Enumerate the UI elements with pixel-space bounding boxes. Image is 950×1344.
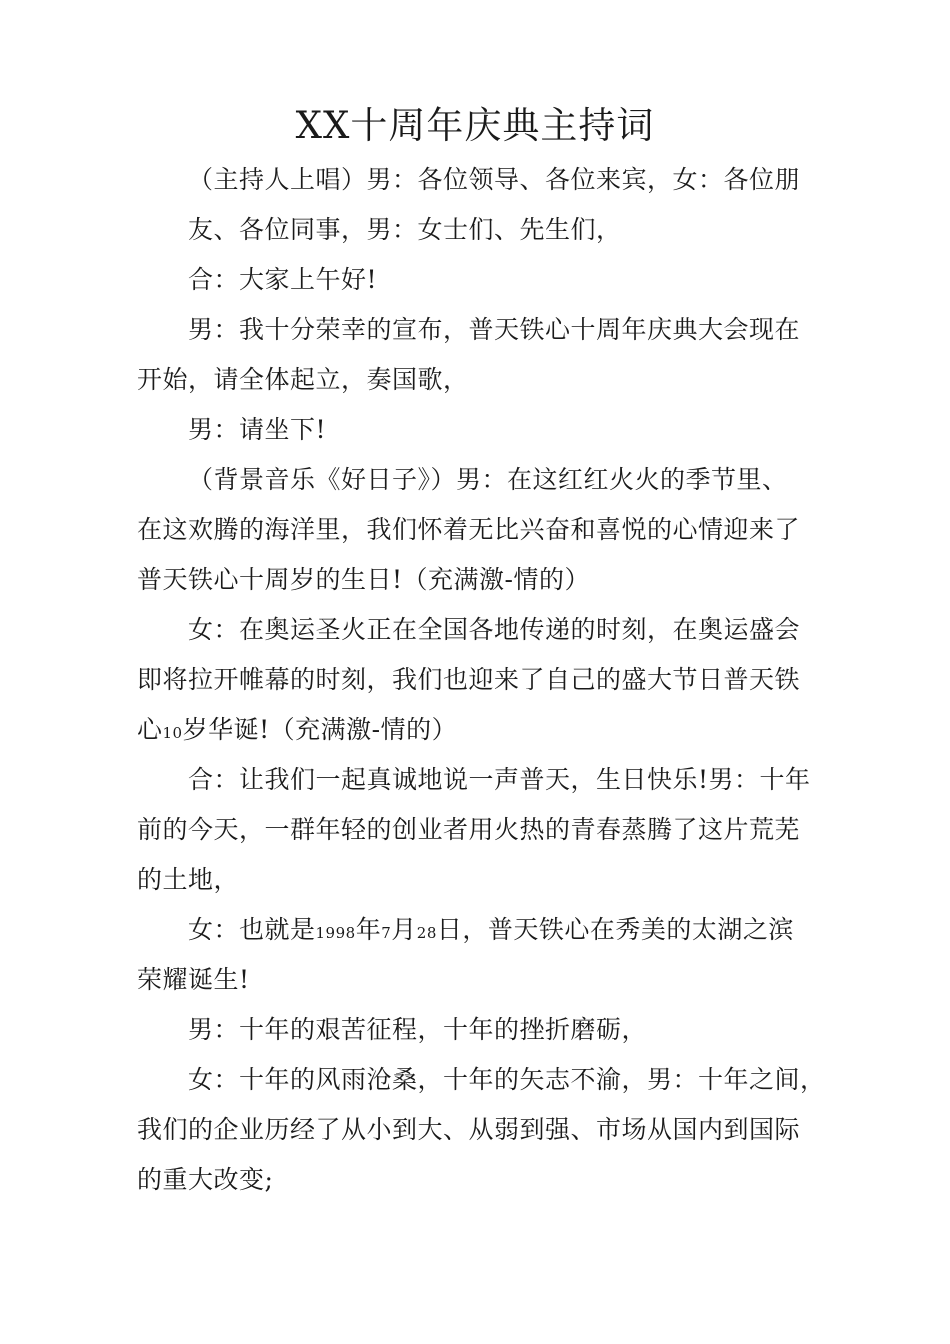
paragraph-line: 即将拉开帷幕的时刻，我们也迎来了自己的盛大节日普天铁 [137,665,801,694]
paragraph-line-mixed [188,912,794,951]
text-run: 日，普天铁心在秀美的太湖之滨 [436,915,794,944]
number-run: 10 [162,724,183,742]
number-run: 1998 [315,924,356,942]
document-title: XX十周年庆典主持词 [295,104,655,147]
paragraph-line: 开始，请全体起立，奏国歌， [137,365,469,394]
text-run: 岁华诞!（充满激-情的） [182,715,458,744]
text-run: 年 [355,915,382,944]
paragraph-line: 的土地， [137,865,240,894]
paragraph-line: 合：让我们一起真诚地说一声普天，生日快乐!男：十年 [188,765,811,794]
text-run: 月 [391,915,417,944]
paragraph-line: 男：请坐下! [188,415,327,444]
paragraph-line: 的重大改变; [137,1165,274,1194]
paragraph-line-mixed [137,712,457,751]
paragraph-line: 女：十年的风雨沧桑，十年的矢志不渝，男：十年之间， [188,1065,826,1094]
paragraph-line: 我们的企业历经了从小到大、从弱到强、市场从国内到国际 [137,1115,801,1144]
number-run: 28 [416,924,437,942]
paragraph-line: （背景音乐《好日子》）男：在这红红火火的季节里、 [188,465,788,494]
paragraph-line: 友、各位同事，男：女士们、先生们， [188,215,622,244]
paragraph-line: 男：十年的艰苦征程，十年的挫折磨砺， [188,1015,648,1044]
paragraph-line: 前的今天，一群年轻的创业者用火热的青春蒸腾了这片荒芜 [137,815,801,844]
paragraph-line: 普天铁心十周岁的生日!（充满激-情的） [137,565,590,594]
text-run: 女：也就是 [188,915,316,944]
paragraph-line: （主持人上唱）男：各位领导、各位来宾，女：各位朋 [188,165,801,194]
paragraph-line: 合：大家上午好! [188,265,378,294]
paragraph-line: 女：在奥运圣火正在全国各地传递的时刻，在奥运盛会 [188,615,801,644]
paragraph-line: 荣耀诞生! [137,965,250,994]
text-run: 心 [137,715,163,744]
paragraph-line: 在这欢腾的海洋里，我们怀着无比兴奋和喜悦的心情迎来了 [137,515,801,544]
paragraph-line: 男：我十分荣幸的宣布，普天铁心十周年庆典大会现在 [188,315,801,344]
number-run: 7 [381,924,392,942]
